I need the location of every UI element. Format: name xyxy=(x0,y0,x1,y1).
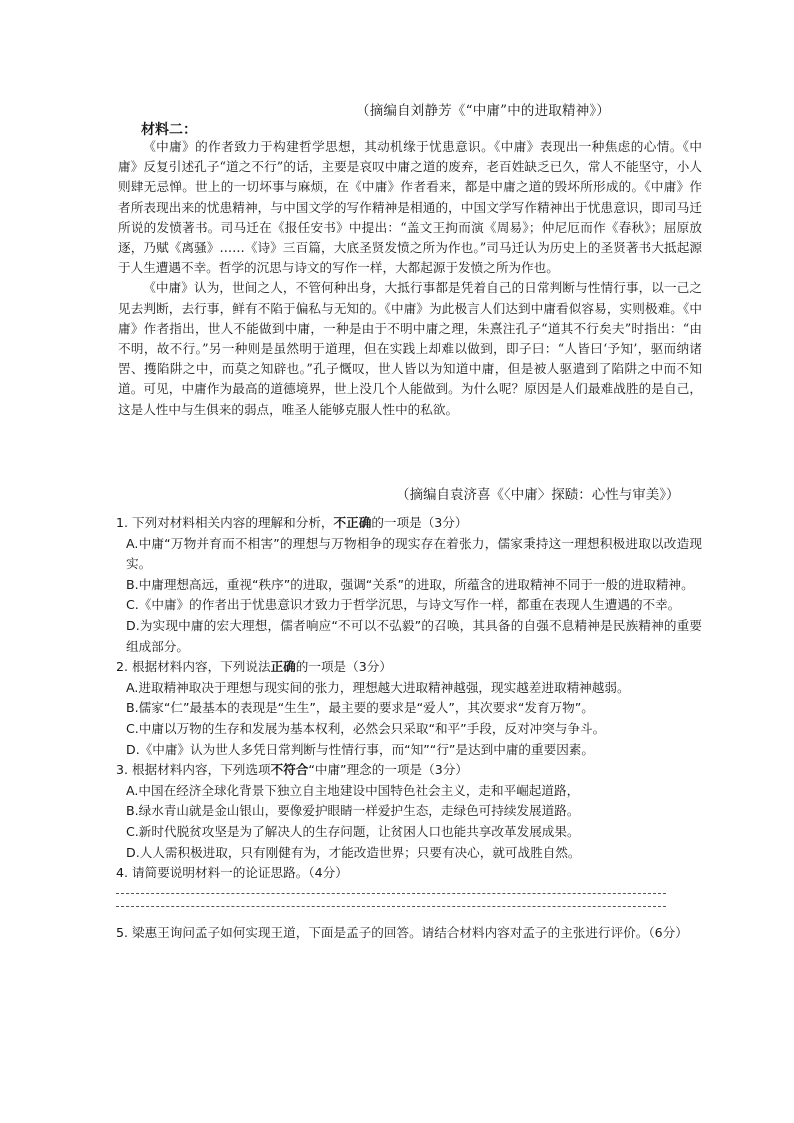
material2-paragraph-2: 《中庸》认为，世间之人，不管何种出身，大抵行事都是凭着自己的日常判断与性情行事，以一己之见去判断，去行事，鲜有不陷于偏私与无知的。《中庸》为此极言人们达到中庸看似容易，实则极难。《中庸》作者指出，世人不能做到中庸，一种是由于不明中庸之理，朱熹注孔子“道其不行矣夫”时指出：“由不明，故不行。”另一种则是虽然明于道理，但在实践上却难以做到，即子曰：“人皆曰‘予知’，驱而纳诸罟、擭陷阱之中，而莫之知辟也。”孔子慨叹，世人皆以为知道中庸，但是被人驱遣到了陷阱之中而不知道。可见，中庸作为最高的道德境界，世上没几个人能做到。为什么呢？原因是人们最难战胜的是自己，这是人性中与生俱来的弱点，唯圣人能够克服人性中的私欲。 xyxy=(118,280,702,417)
stem-text: “中庸”理念的一项是（3分） xyxy=(308,762,468,778)
stem-text: 1. 下列对材料相关内容的理解和分析， xyxy=(116,515,334,530)
option-a: A.中庸“万物并育而不相害”的理想与万物相争的现实存在着张力，儒家秉持这一理想积极进取以改造现实。 xyxy=(126,535,702,572)
option-a: A.进取精神取决于理想与现实间的张力，理想越大进取精神越强，现实越差进取精神越弱。 xyxy=(126,679,630,695)
option-c: C.新时代脱贫攻坚是为了解决人的生存问题，让贫困人口也能共享改革发展成果。 xyxy=(126,823,580,839)
option-c: C.中庸以万物的生存和发展为基本权利，必然会只采取“和平”手段，反对冲突与争斗。 xyxy=(126,720,606,736)
option-d: D.为实现中庸的宏大理想，儒者响应“不可以不弘毅”的召唤，其具备的自强不息精神是民族精神的重要组成部分。 xyxy=(126,617,702,654)
material2-body xyxy=(118,137,702,420)
question-5: 5. 梁惠王询问孟子如何实现王道，下面是孟子的回答。请结合材料内容对孟子的主张进行评价。（6分） xyxy=(116,924,688,940)
answer-line[interactable] xyxy=(116,893,666,904)
option-d: D.《中庸》认为世人多凭日常判断与性情行事，而“知”“行”是达到中庸的重要因素。 xyxy=(126,741,594,757)
stem-emphasis: 正确 xyxy=(270,659,296,675)
option-a: A.中国在经济全球化背景下独立自主地建设中国特色社会主义，走和平崛起道路， xyxy=(126,782,580,798)
stem-text: 2. 根据材料内容，下列说法 xyxy=(116,659,271,675)
question-3 xyxy=(116,760,702,863)
option-b: B.儒家“仁”最基本的表现是“生生”，最主要的要求是“爱人”，其次要求“发育万物”。 xyxy=(126,700,594,716)
source-citation-2: （摘编自袁济喜《〈中庸〉探赜：心性与审美》） xyxy=(396,487,680,503)
stem-emphasis: 不符合 xyxy=(270,762,309,778)
stem-emphasis: 不正确 xyxy=(333,515,372,530)
question-stem xyxy=(116,513,702,534)
option-b: B.中庸理想高远，重视“秩序”的进取，强调“关系”的进取，所蕴含的进取精神不同于一般的进取精神。 xyxy=(126,576,694,592)
question-2 xyxy=(116,657,702,760)
stem-text: 的一项是（3分） xyxy=(295,659,392,675)
question-stem xyxy=(116,760,702,781)
question-stem xyxy=(116,657,702,678)
stem-text: 3. 根据材料内容，下列选项 xyxy=(116,762,271,778)
option-b: B.绿水青山就是金山银山，要像爱护眼睛一样爱护生态，走绿色可持续发展道路。 xyxy=(126,803,580,819)
question-stem: 4. 请简要说明材料一的论证思路。（4分） xyxy=(116,865,348,881)
question-list xyxy=(116,513,702,943)
answer-line[interactable] xyxy=(116,906,666,917)
question-4 xyxy=(116,863,702,917)
material2-paragraph-1: 《中庸》的作者致力于构建哲学思想，其动机缘于忧患意识。《中庸》表现出一种焦虑的心情。《中庸》反复引述孔子“道之不行”的话，主要是哀叹中庸之道的废弃，老百姓缺乏已久，常人不能坚守，小人则肆无忌惮。世上的一切坏事与麻烦，在《中庸》作者看来，都是中庸之道的毁坏所形成的。《中庸》作者所表现出来的忧患精神，与中国文学的写作精神是相通的，中国文学写作精神出于忧患意识，即司马迁所说的发愤著书。司马迁在《报任安书》中提出：“盖文王拘而演《周易》；仲尼厄而作《春秋》；屈原放逐，乃赋《离骚》……《诗》三百篇，大底圣贤发愤之所为作也。”司马迁认为历史上的圣贤著书大抵起源于人生遭遇不幸。哲学的沉思与诗文的写作一样，大都起源于发愤之所为作也。 xyxy=(118,139,702,276)
question-1 xyxy=(116,513,702,657)
material2-title: 材料二： xyxy=(141,122,197,138)
option-c: C.《中庸》的作者出于忧患意识才致力于哲学沉思，与诗文写作一样，都重在表现人生遭遇的不幸。 xyxy=(126,597,681,613)
option-d: D.人人需积极进取，只有刚健有为，才能改造世界；只要有决心，就可战胜自然。 xyxy=(126,844,581,860)
stem-text: 的一项是（3分） xyxy=(371,515,468,530)
source-citation-1: （摘编自刘静芳《“中庸”中的进取精神》） xyxy=(356,103,611,119)
